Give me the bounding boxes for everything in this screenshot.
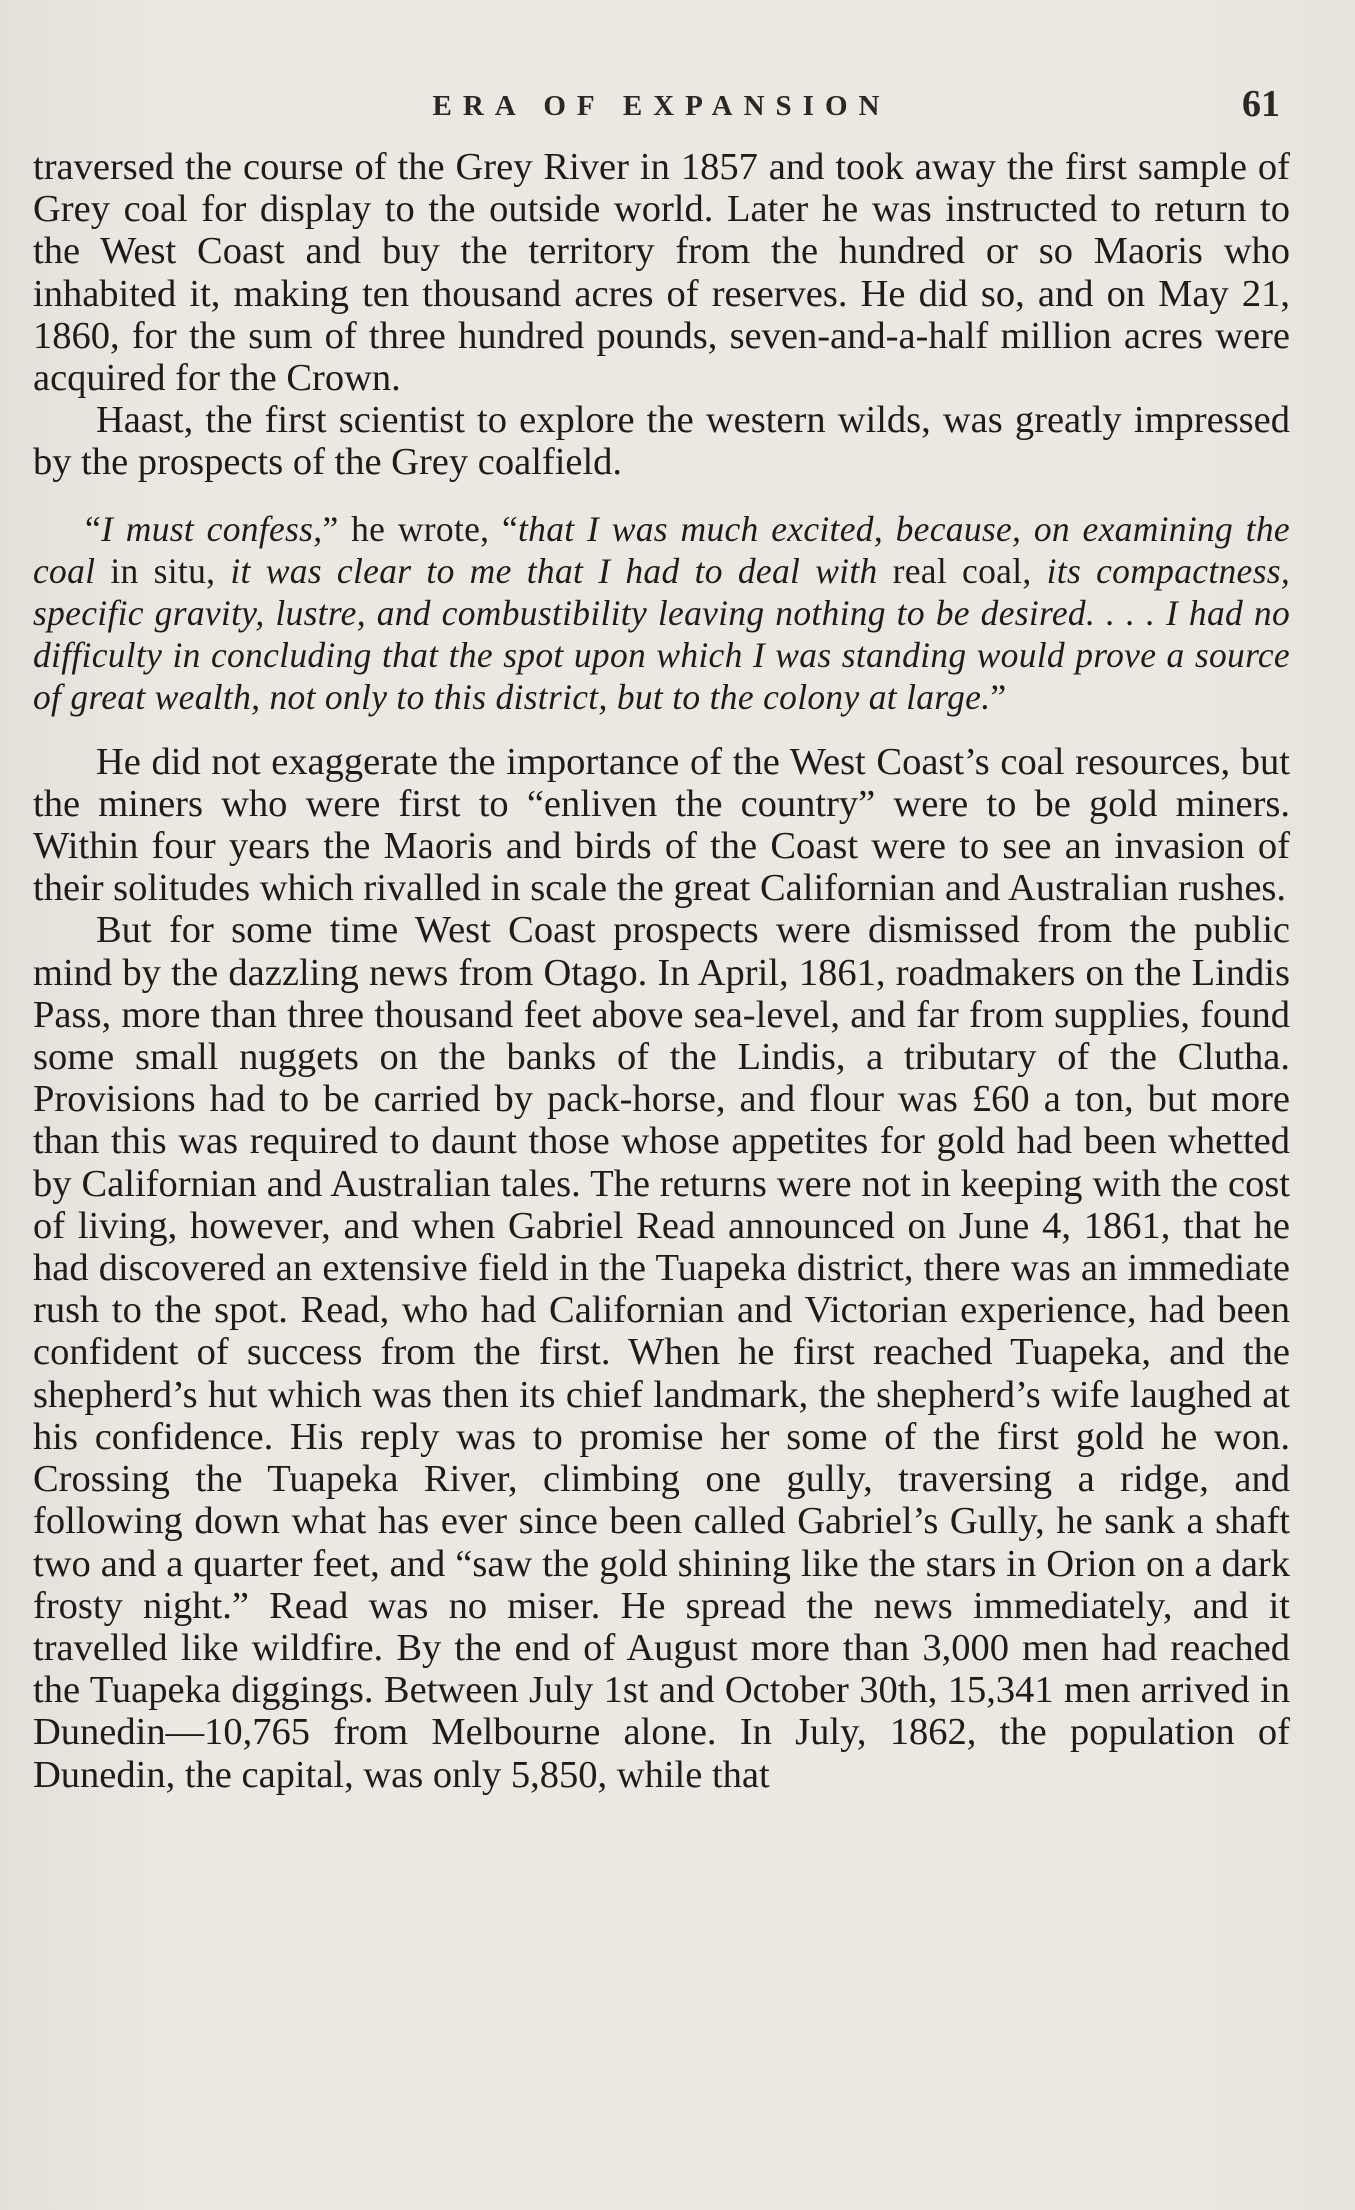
paragraph-3: He did not exaggerate the importance of the West Coast’s coal resources, but the miners who were first to “enliven the country” were to be gold miners. Within four years the Maoris and birds of the Coast were to see an invasion of their solitudes which rivalled in scale the great Californian and Australian rushes.	[33, 740, 1290, 910]
quote-italic-2: that I was much excited, because, on examining the coal	[33, 508, 1290, 591]
paragraph-2: Haast, the first scientist to explore the western wilds, was greatly impressed by the prospects of the Grey coalfield.	[33, 399, 1290, 484]
paragraph-4: But for some time West Coast prospects were dismissed from the public mind by the dazzling news from Otago. In April, 1861, roadmakers on the Lindis Pass, more than three thousand feet above sea-level, and far from supplies, found some small nuggets on the banks of the Lindis, a tributary of the Clutha. Provisions had to be carried by pack-horse, and flour was £60 a ton, but more than this was required to daunt those whose appetites for gold had been whetted by Californian and Australian tales. The returns were not in keeping with the cost of living, however, and when Gabriel Read announced on June 4, 1861, that he had discovered an extensive field in the Tuapeka district, there was an immediate rush to the spot. Read, who had Californian and Victorian experience, had been confident of success from the first. When he first reached Tuapeka, and the shepherd’s hut which was then its chief landmark, the shepherd’s wife laughed at his confidence. His reply was to promise her some of the first gold he won. Crossing the Tuapeka River, climbing one gully, traversing a ridge, and following down what has ever since been called Gabriel’s Gully, he sank a shaft two and a quarter feet, and “saw the gold shining like the stars in Orion on a dark frosty night.” Read was no miser. He spread the news immediately, and it travelled like wildfire. By the end of August more than 3,000 men had reached the Tuapeka diggings. Between July 1st and October 30th, 15,341 men arrived in Dunedin—10,765 from Melbourne alone. In July, 1862, the population of Dunedin, the capital, was only 5,850, while that	[33, 909, 1290, 1796]
page-number: 61	[1242, 83, 1280, 125]
quote-roman-3: real coal,	[877, 550, 1047, 591]
paragraph-1: traversed the course of the Grey River in 1857 and took away the first sample of Grey coal for display to the outside world. Later he was instructed to return to the West Coast and buy the territory from the hundred or so Maoris who inhabited it, making ten thousand acres of reserves. He did so, and on May 21, 1860, for the sum of three hundred pounds, seven-and-a-half million acres were acquired for the Crown.	[33, 146, 1290, 400]
quote-italic-1: I must confess,	[101, 508, 323, 549]
quote-roman-1: ” he wrote, “	[322, 508, 518, 549]
block-quote	[33, 508, 1290, 719]
quote-open-mark: “	[85, 508, 102, 549]
quote-roman-2: in situ,	[95, 550, 231, 591]
quote-close-mark: ”	[990, 677, 1007, 718]
body-text	[33, 146, 1290, 1796]
quote-italic-3: it was clear to me that I had to deal with	[230, 550, 878, 591]
quote-italic-4: its compactness, specific gravity, lustre, and combustibility leaving nothing to be desired. . . . I had no difficulty in concluding that the spot upon which I was standing would prove a source of great wealth, not only to this district, but to the colony at large.	[33, 550, 1290, 718]
running-title: ERA OF EXPANSION	[432, 90, 891, 122]
running-head	[33, 82, 1290, 132]
